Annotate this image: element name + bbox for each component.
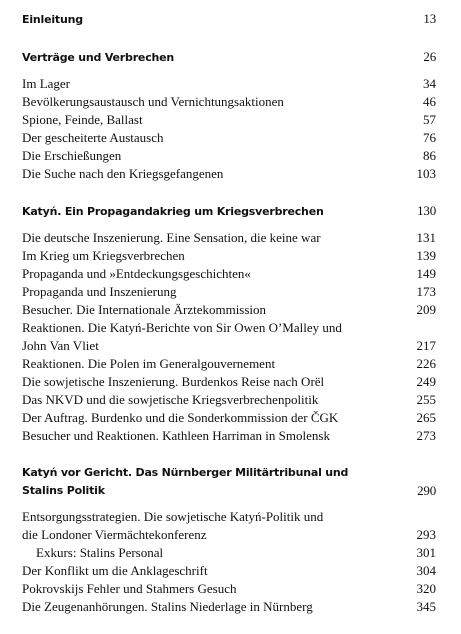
entry-page-number: 86	[423, 148, 436, 163]
entry-title: Die Zeugenanhörungen. Stalins Niederlage in Nürnberg	[22, 599, 313, 614]
chapter-heading	[22, 48, 436, 67]
entry-page-number: 139	[416, 248, 436, 263]
table-of-contents	[22, 10, 436, 616]
entry-page-number: 76	[423, 130, 436, 145]
entry-page-number: 209	[416, 302, 436, 317]
toc-section	[22, 48, 436, 183]
entry-title: Propaganda und »Entdeckungsgeschichten«	[22, 266, 251, 281]
entry-page-number: 217	[416, 338, 436, 353]
chapter-page-number: 26	[423, 49, 436, 64]
entry-page-number: 149	[416, 266, 436, 281]
toc-entry	[22, 409, 436, 427]
toc-section	[22, 202, 436, 445]
toc-entry	[22, 391, 436, 409]
entry-page-number: 131	[416, 230, 436, 245]
chapter-heading	[22, 464, 436, 500]
toc-entry	[22, 544, 436, 562]
entry-page-number: 345	[416, 599, 436, 614]
entry-title: Der Auftrag. Burdenko und die Sonderkommission der ČGK	[22, 410, 339, 425]
chapter-page-number: 290	[417, 483, 436, 498]
toc-entry	[22, 355, 436, 373]
entry-title-line: Reaktionen. Die Katyń-Berichte von Sir Owen O’Malley und	[22, 320, 342, 335]
chapter-heading	[22, 202, 436, 221]
entry-title: Propaganda und Inszenierung	[22, 284, 177, 299]
entry-title: Die deutsche Inszenierung. Eine Sensation, die keine war	[22, 230, 321, 245]
entry-page-number: 265	[416, 410, 436, 425]
entry-title: Die Suche nach den Kriegsgefangenen	[22, 166, 224, 181]
toc-entry	[22, 129, 436, 147]
entry-page-number: 320	[416, 581, 436, 596]
entry-page-number: 304	[416, 563, 436, 578]
entry-page-number: 34	[423, 76, 436, 91]
toc-entry	[22, 373, 436, 391]
chapter-title	[22, 464, 406, 500]
entry-title	[22, 508, 406, 544]
entry-title: Pokrovskijs Fehler und Stahmers Gesuch	[22, 581, 237, 596]
chapter-title: Katyń. Ein Propagandakrieg um Kriegsverbrechen	[22, 205, 324, 218]
entry-title	[22, 319, 406, 355]
entry-page-number: 46	[423, 94, 436, 109]
entry-page-number: 57	[423, 112, 436, 127]
entry-title-line: John Van Vliet	[22, 338, 99, 353]
chapter-page-number: 13	[423, 11, 436, 26]
toc-entry	[22, 598, 436, 616]
entry-title: Der Konflikt um die Anklageschrift	[22, 563, 208, 578]
entry-title: Exkurs: Stalins Personal	[36, 545, 164, 560]
chapter-heading	[22, 10, 436, 29]
chapter-title: Verträge und Verbrechen	[22, 51, 175, 64]
toc-entry	[22, 562, 436, 580]
entry-title: Besucher. Die Internationale Ärztekommission	[22, 302, 267, 317]
toc-entry	[22, 247, 436, 265]
entry-title: Reaktionen. Die Polen im Generalgouvernement	[22, 356, 276, 371]
toc-entry	[22, 265, 436, 283]
toc-entry	[22, 508, 436, 544]
chapter-title-line: Stalins Politik	[22, 484, 105, 497]
toc-entry	[22, 229, 436, 247]
toc-entry	[22, 580, 436, 598]
toc-entry	[22, 93, 436, 111]
entry-page-number: 301	[416, 545, 436, 560]
toc-entry	[22, 165, 436, 183]
toc-entry	[22, 319, 436, 355]
toc-entry	[22, 283, 436, 301]
entry-title: Die Erschießungen	[22, 148, 122, 163]
chapter-title: Einleitung	[22, 13, 83, 26]
chapter-page-number: 130	[417, 203, 436, 218]
entry-title: Die sowjetische Inszenierung. Burdenkos Reise nach Orël	[22, 374, 325, 389]
toc-entry	[22, 147, 436, 165]
toc-entry	[22, 75, 436, 93]
toc-entry	[22, 301, 436, 319]
entry-title: Besucher und Reaktionen. Kathleen Harriman in Smolensk	[22, 428, 330, 443]
toc-entry	[22, 111, 436, 129]
chapter-title-line: Katyń vor Gericht. Das Nürnberger Militärtribunal und	[22, 466, 349, 479]
toc-section	[22, 10, 436, 29]
entry-title: Im Lager	[22, 76, 71, 91]
entry-page-number: 249	[416, 374, 436, 389]
entry-title-line: die Londoner Viermächtekonferenz	[22, 527, 207, 542]
entry-page-number: 273	[416, 428, 436, 443]
entry-title: Bevölkerungsaustausch und Vernichtungsaktionen	[22, 94, 284, 109]
toc-section	[22, 464, 436, 616]
entry-title: Im Krieg um Kriegsverbrechen	[22, 248, 185, 263]
entry-title: Das NKVD und die sowjetische Kriegsverbrechenpolitik	[22, 392, 319, 407]
entry-page-number: 103	[416, 166, 436, 181]
entry-title: Der gescheiterte Austausch	[22, 130, 164, 145]
entry-title: Spione, Feinde, Ballast	[22, 112, 143, 127]
entry-page-number: 255	[416, 392, 436, 407]
entry-page-number: 173	[416, 284, 436, 299]
entry-title-line: Entsorgungsstrategien. Die sowjetische Katyń-Politik und	[22, 509, 324, 524]
entry-page-number: 293	[416, 527, 436, 542]
entry-page-number: 226	[416, 356, 436, 371]
toc-entry	[22, 427, 436, 445]
